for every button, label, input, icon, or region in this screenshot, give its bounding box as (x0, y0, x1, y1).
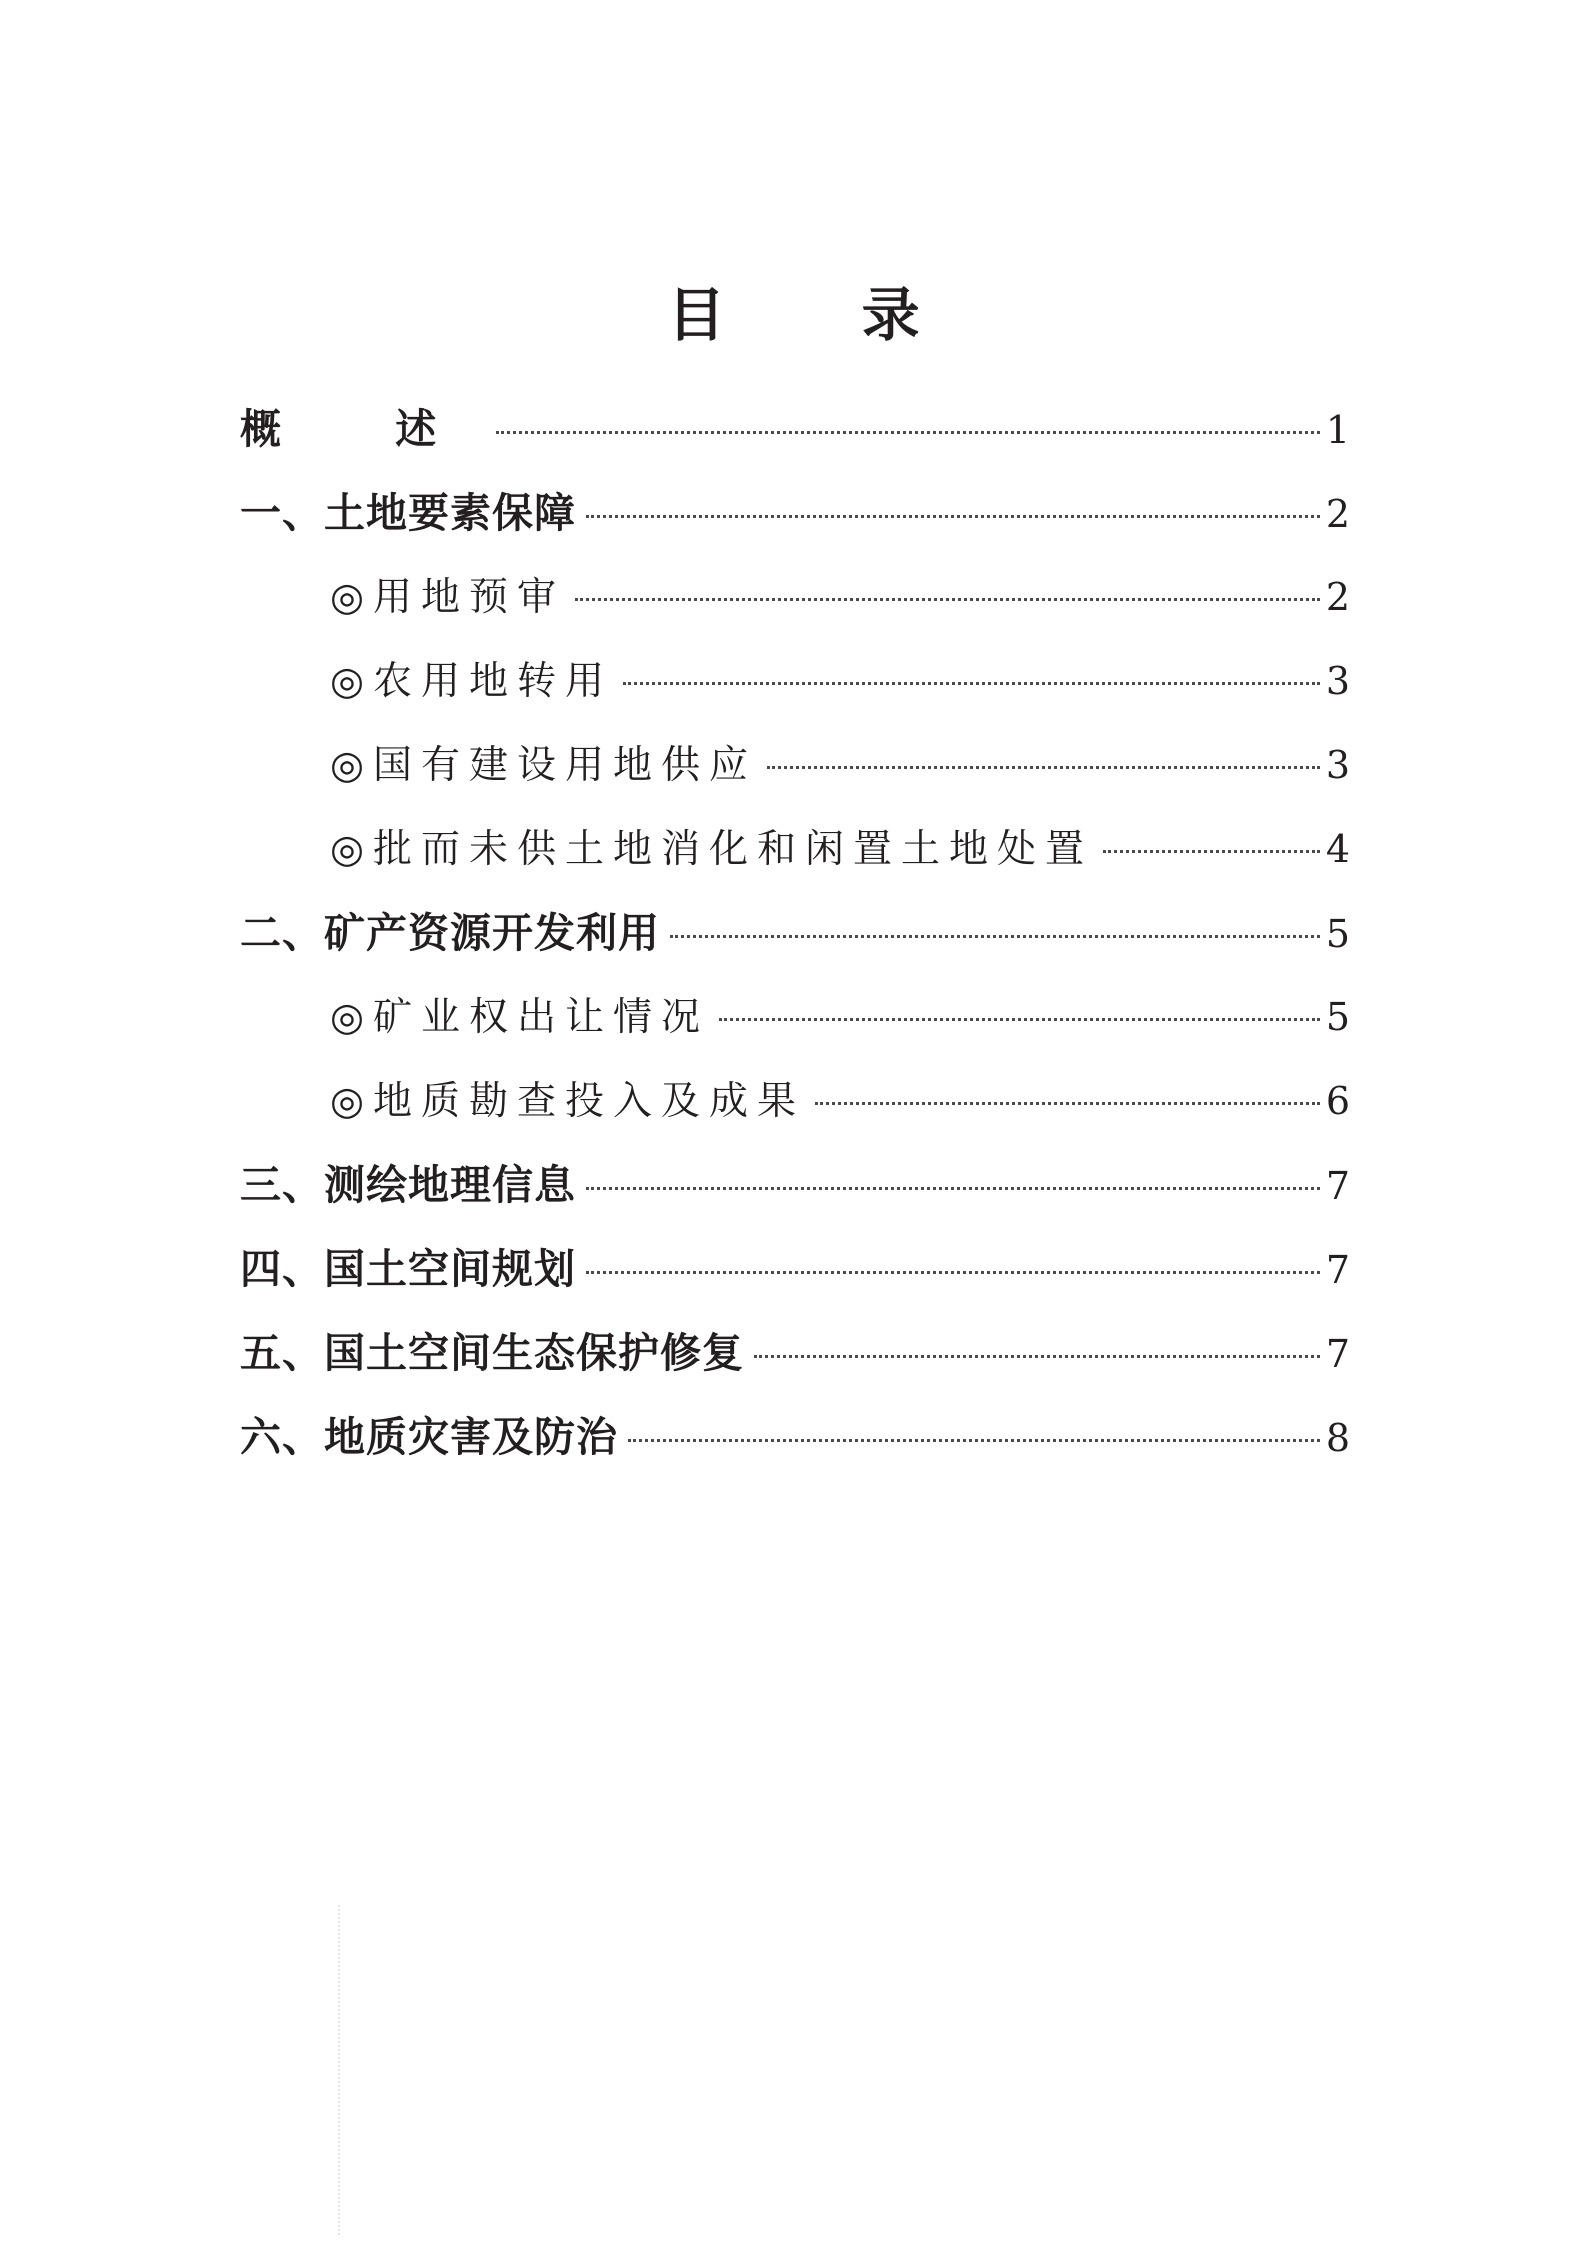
dot-leader (586, 1187, 1320, 1190)
dot-leader (754, 1355, 1320, 1358)
toc-entry-label: 一、土地要素保障 (240, 489, 576, 537)
toc-entry-page-number: 2 (1325, 492, 1350, 536)
dot-leader (1103, 850, 1320, 853)
toc-entry-page-number: 7 (1325, 1248, 1350, 1292)
toc-subentry-label: ◎用地预审 (330, 575, 566, 620)
toc-subentry-page-number: 2 (1325, 575, 1350, 619)
dot-leader (628, 1439, 1320, 1442)
toc-subentry-page-number: 6 (1325, 1079, 1350, 1123)
toc-entry[interactable] (240, 1395, 1350, 1479)
dot-leader (670, 935, 1320, 938)
dot-leader (719, 1018, 1320, 1021)
dot-leader (575, 598, 1320, 601)
dot-leader (586, 1271, 1320, 1274)
toc-subentry[interactable] (240, 975, 1350, 1059)
dot-leader (586, 515, 1320, 518)
table-of-contents (240, 387, 1350, 1479)
toc-subentry-page-number: 5 (1325, 995, 1350, 1039)
toc-entry-page-number: 7 (1325, 1164, 1350, 1208)
toc-subentry-page-number: 3 (1325, 743, 1350, 787)
toc-entry-page-number: 1 (1325, 408, 1350, 452)
toc-entry-label: 二、矿产资源开发利用 (240, 909, 660, 957)
toc-subentry[interactable] (240, 807, 1350, 891)
toc-entry[interactable] (240, 1311, 1350, 1395)
dot-leader (623, 682, 1320, 685)
toc-entry[interactable] (240, 1227, 1350, 1311)
toc-entry[interactable] (240, 471, 1350, 555)
toc-subentry[interactable] (240, 555, 1350, 639)
dot-leader (767, 766, 1320, 769)
toc-entry-page-number: 8 (1325, 1416, 1350, 1460)
toc-entry[interactable] (240, 387, 1350, 471)
toc-entry-label: 六、地质灾害及防治 (240, 1413, 618, 1461)
toc-entry-label: 四、国土空间规划 (240, 1245, 576, 1293)
toc-subentry[interactable] (240, 1059, 1350, 1143)
toc-subentry-page-number: 4 (1325, 827, 1350, 871)
toc-entry[interactable] (240, 891, 1350, 975)
toc-subentry-label: ◎地质勘查投入及成果 (330, 1079, 806, 1124)
toc-entry[interactable] (240, 1143, 1350, 1227)
toc-entry-page-number: 5 (1325, 912, 1350, 956)
toc-subentry-page-number: 3 (1325, 659, 1350, 703)
dot-leader (496, 431, 1320, 434)
toc-subentry[interactable] (240, 723, 1350, 807)
toc-subentry-label: ◎批而未供土地消化和闲置土地处置 (330, 827, 1094, 872)
toc-subentry-label: ◎农用地转用 (330, 659, 614, 704)
toc-entry-label: 概 述 (240, 405, 487, 453)
dot-leader (815, 1102, 1320, 1105)
toc-entry-label: 三、测绘地理信息 (240, 1161, 576, 1209)
toc-subentry[interactable] (240, 639, 1350, 723)
page-title: 目 录 (667, 281, 978, 349)
toc-entry-label: 五、国土空间生态保护修复 (240, 1329, 744, 1377)
toc-subentry-label: ◎矿业权出让情况 (330, 995, 710, 1040)
toc-subentry-label: ◎国有建设用地供应 (330, 743, 758, 788)
toc-entry-page-number: 7 (1325, 1332, 1350, 1376)
binding-margin-marks (338, 1905, 342, 2235)
